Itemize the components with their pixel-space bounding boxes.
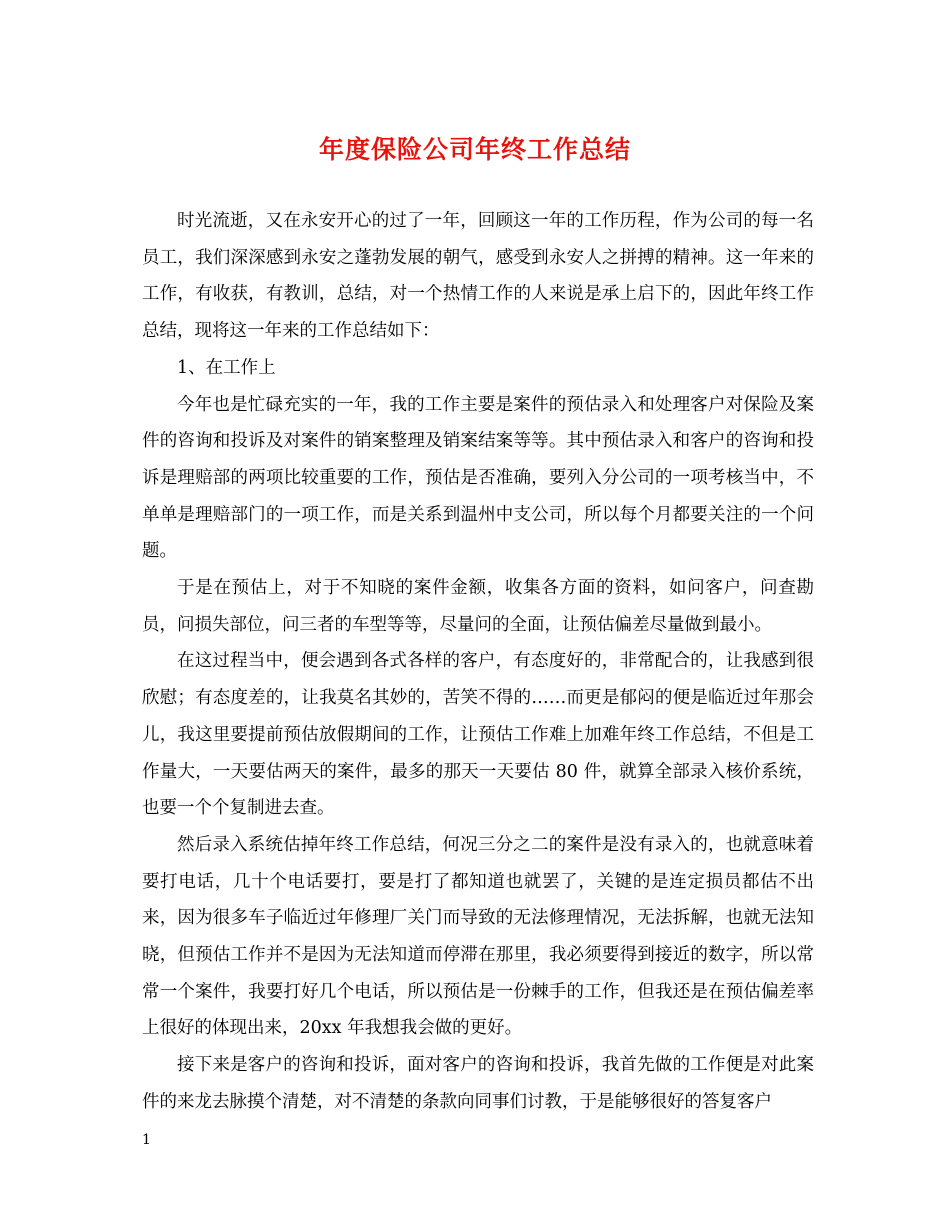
paragraph-intro: 时光流逝，又在永安开心的过了一年，回顾这一年的工作历程，作为公司的每一名员工，我们深深感到永安之蓬勃发展的朝气，感受到永安人之拼搏的精神。这一年来的工作，有收获，有教训，总结，对一个热情工作的人来说是承上启下的，因此年终工作总结，现将这一年来的工作总结如下： — [142, 211, 814, 342]
paragraph-estimation: 于是在预估上，对于不知晓的案件金额，收集各方面的资料，如问客户，问查勘员，问损失部位，问三者的车型等等，尽量问的全面，让预估偏差尽量做到最小。 — [142, 578, 814, 635]
section-heading-work: 1、在工作上 — [177, 357, 276, 378]
document-title: 年度保险公司年终工作总结 — [318, 135, 631, 164]
document-body — [142, 203, 814, 1121]
paragraph-inquiries: 接下来是客户的咨询和投诉，面对客户的咨询和投诉，我首先做的工作便是对此案件的来龙去脉摸个清楚，对不清楚的条款向同事们讨教，于是能够很好的答复客户 — [142, 1055, 814, 1112]
page-number: 1 — [142, 1132, 151, 1148]
paragraph-work-summary: 今年也是忙碌充实的一年，我的工作主要是案件的预估录入和处理客户对保险及案件的咨询和投诉及对案件的销案整理及销案结案等等。其中预估录入和客户的咨询和投诉是理赔部的两项比较重要的工作，预估是否准确，要列入分公司的一项考核当中，不单单是理赔部门的一项工作，而是关系到温州中支公司，所以每个月都要关注的一个问题。 — [142, 394, 814, 562]
paragraph-system-entry: 然后录入系统估掉年终工作总结，何况三分之二的案件是没有录入的，也就意味着要打电话，几十个电话要打，要是打了都知道也就罢了，关键的是连定损员都估不出来，因为很多车子临近过年修理厂关门而导致的无法修理情况，无法拆解，也就无法知晓，但预估工作并不是因为无法知道而停滞在那里，我必须要得到接近的数字，所以常常一个案件，我要打好几个电话，所以预估是一份棘手的工作，但我还是在预估偏差率上很好的体现出来，20xx 年我想我会做的更好。 — [142, 834, 814, 1039]
paragraph-customers: 在这过程当中，便会遇到各式各样的客户，有态度好的，非常配合的，让我感到很欣慰；有态度差的，让我莫名其妙的，苦笑不得的……而更是郁闷的便是临近过年那会儿，我这里要提前预估放假期间的工作，让预估工作难上加难年终工作总结，不但是工作量大，一天要估两天的案件，最多的那天一天要估 80 件，就算全部录入核价系统，也要一个个复制进去查。 — [142, 651, 814, 819]
